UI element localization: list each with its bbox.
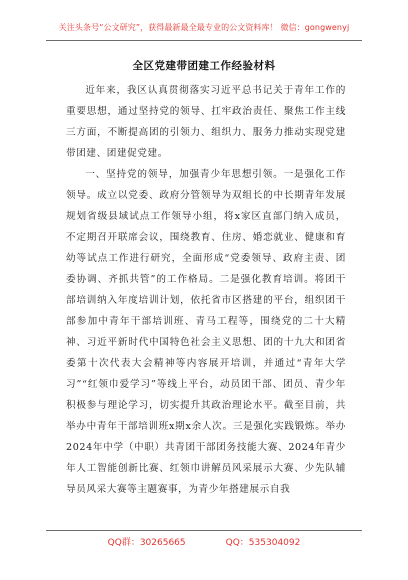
footer-qq: QQ：535304092 xyxy=(225,538,301,548)
paragraph-section-one: 一、坚持党的领导，加强青少年思想引领。一是强化工作领导。成立以党委、政府分管领导为双组长的中长期青年发展规划省级县域试点工作领导小组，将x家区直部门纳入成员，不定期召开联席会议，围绕教育、住房、婚恋就业、健康和育幼等试点工作进行研究，全面形成“党委领导、政府主责、团委协调、齐抓共管”的工作格局。二是强化教育培训。将团干部培训纳入年度培训计划，依托省市区搭建的平台，组织团干部参加中青年干部培训班、青马工程等，围绕党的二十大精神、习近平新时代中国特色社会主义思想、团的十九大和团省委第十次代表大会精神等内容展开培训，并通过“青年大学习”“红领巾爱学习”等线上平台，动员团干部、团员、青少年积极参与理论学习，切实提升其政治理论水平。截至目前，共举办中青年干部培训班x期x余人次。三是强化实践锻炼。举办2024年中学（中职）共青团干部团务技能大赛、2024年青少年人工智能创新比赛、红领巾讲解员风采展示大赛、少先队辅导员风采大赛等主题赛事，为青少年搭建展示自我 xyxy=(66,169,346,495)
page-footer xyxy=(0,535,408,548)
footer-qq-group: QQ群：30265665 xyxy=(107,538,186,548)
paragraph-intro: 近年来，我区认真贯彻落实习近平总书记关于青年工作的重要思想，通过坚持党的领导、扛牢政治责任、聚焦工作主线三方面，不断提高团的引领力、组织力、服务力推动实现党建带团建、团建促党建。 xyxy=(66,85,346,159)
footer-divider xyxy=(46,530,362,531)
document-body xyxy=(66,80,346,500)
page-header-notice: 关注头条号“公文研究”，获得最新最全最专业的公文资料库！ 微信：gongwenyj xyxy=(58,23,350,32)
header-divider xyxy=(46,40,362,41)
document-title: 全区党建带团建工作经验材料 xyxy=(132,60,276,72)
